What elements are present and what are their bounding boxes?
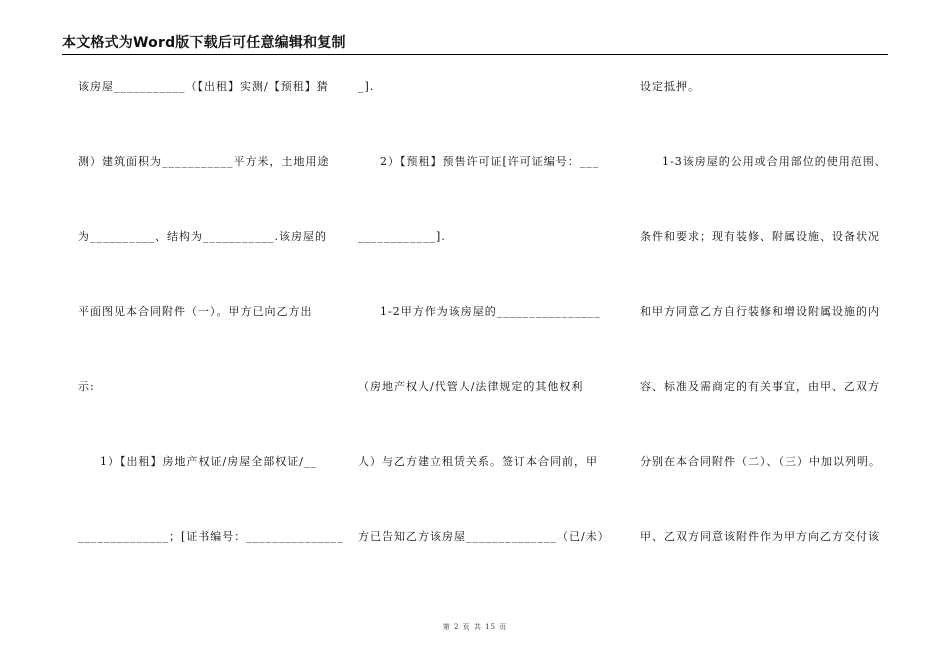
text-column-3 bbox=[640, 0, 900, 672]
page-footer bbox=[0, 622, 950, 632]
text-line: 平面图见本合同附件（一）。甲方已向乙方出 bbox=[78, 305, 313, 318]
page-number: 第 2 页 共 15 页 bbox=[442, 623, 508, 631]
text-line: 条件和要求；现有装修、附属设施、设备状况 bbox=[640, 230, 880, 243]
text-line: 甲、乙双方同意该附件作为甲方向乙方交付该 bbox=[640, 530, 880, 543]
text-line: 分别在本合同附件（二）、（三）中加以列明。 bbox=[640, 455, 881, 468]
text-line: 设定抵押。 bbox=[640, 80, 700, 93]
text-line: 示: bbox=[78, 380, 95, 393]
text-line: （房地产权人/代管人/法律规定的其他权利 bbox=[358, 380, 584, 393]
text-line: 和甲方同意乙方自行装修和增设附属设施的内 bbox=[640, 305, 880, 318]
text-line: 为__________、结构为___________.该房屋的 bbox=[78, 230, 327, 243]
header-title: 本文格式为Word版下载后可任意编辑和复制 bbox=[62, 35, 346, 51]
text-line: 1-2甲方作为该房屋的________________ bbox=[380, 305, 601, 318]
text-line: 该房屋___________（【出租】实测/【预租】猜 bbox=[78, 80, 329, 93]
text-column-2 bbox=[358, 0, 608, 672]
text-line: 2）【预租】预售许可证[许可证编号：___ bbox=[380, 155, 600, 168]
text-line: ____________]. bbox=[358, 230, 446, 243]
text-line: 容、标准及需商定的有关事宜，由甲、乙双方 bbox=[640, 380, 880, 393]
text-line: 1）【出租】房地产权证/房屋全部权证/__ bbox=[100, 455, 317, 468]
text-column-1 bbox=[78, 0, 344, 672]
text-line: 1-3该房屋的公用或合用部位的使用范围、 bbox=[662, 155, 887, 168]
text-line: 人）与乙方建立租赁关系。签订本合同前，甲 bbox=[358, 455, 598, 468]
text-line: ______________；[证书编号：_______________ bbox=[78, 530, 344, 543]
text-line: 测）建筑面积为___________平方米，土地用途 bbox=[78, 155, 330, 168]
text-line: 方已告知乙方该房屋______________（已/未） bbox=[358, 530, 610, 543]
text-line: _]. bbox=[358, 80, 375, 93]
